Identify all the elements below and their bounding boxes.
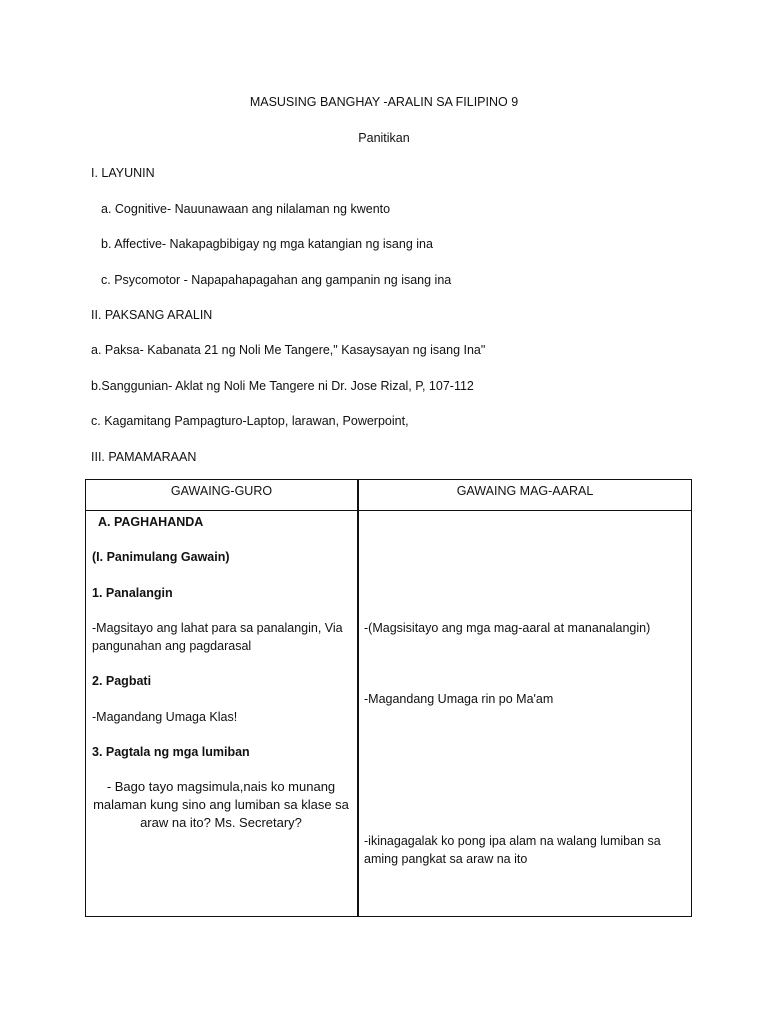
mag-aaral-pagbati: -Magandang Umaga rin po Ma'am [364,692,554,706]
objective-affective: b. Affective- Nakapagbibigay ng mga katangian ng isang ina [101,237,433,251]
section-heading-pamamaraan: III. PAMAMARAAN [91,450,197,464]
objective-psycomotor: c. Psycomotor - Napapahapagahan ang gampanin ng isang ina [101,273,452,287]
guro-paghahanda: A. PAGHAHANDA [98,515,204,529]
guro-panimulang-gawain: (I. Panimulang Gawain) [92,550,230,564]
guro-pagbati: 2. Pagbati [92,674,152,688]
section-heading-paksang-aralin: II. PAKSANG ARALIN [91,308,213,322]
mag-aaral-pagtala: -ikinagagalak ko pong ipa alam na walang lumiban sa aming pangkat sa araw na ito [364,834,661,866]
procedure-table [85,479,692,917]
document-subtitle: Panitikan [358,131,410,145]
header-gawaing-mag-aaral: GAWAING MAG-AARAL [456,484,594,498]
document-title: MASUSING BANGHAY -ARALIN SA FILIPINO 9 [249,95,519,109]
paksa-line: a. Paksa- Kabanata 21 ng Noli Me Tangere," Kasaysayan ng isang Ina" [91,343,486,357]
mag-aaral-panalangin: -(Magsisitayo ang mga mag-aaral at mananalangin) [364,621,651,635]
column-divider [357,480,359,916]
guro-panalangin-text: -Magsitayo ang lahat para sa panalangin, Via pangunahan ang pagdarasal [92,621,343,653]
guro-pagbati-text: -Magandang Umaga Klas! [92,710,238,724]
kagamitan-line: c. Kagamitang Pampagturo-Laptop, larawan, Powerpoint, [91,414,409,428]
guro-pagtala: 3. Pagtala ng mga lumiban [92,745,250,759]
header-gawaing-guro: GAWAING-GURO [170,484,273,498]
section-heading-layunin: I. LAYUNIN [91,166,155,180]
sanggunian-line: b.Sanggunian- Aklat ng Noli Me Tangere ni Dr. Jose Rizal, P, 107-112 [91,379,474,393]
guro-panalangin: 1. Panalangin [92,586,173,600]
guro-pagtala-text: - Bago tayo magsimula,nais ko munang malaman kung sino ang lumiban sa klase sa araw na ito? Ms. Secretary? [93,779,349,830]
objective-cognitive: a. Cognitive- Nauunawaan ang nilalaman ng kwento [101,202,391,216]
